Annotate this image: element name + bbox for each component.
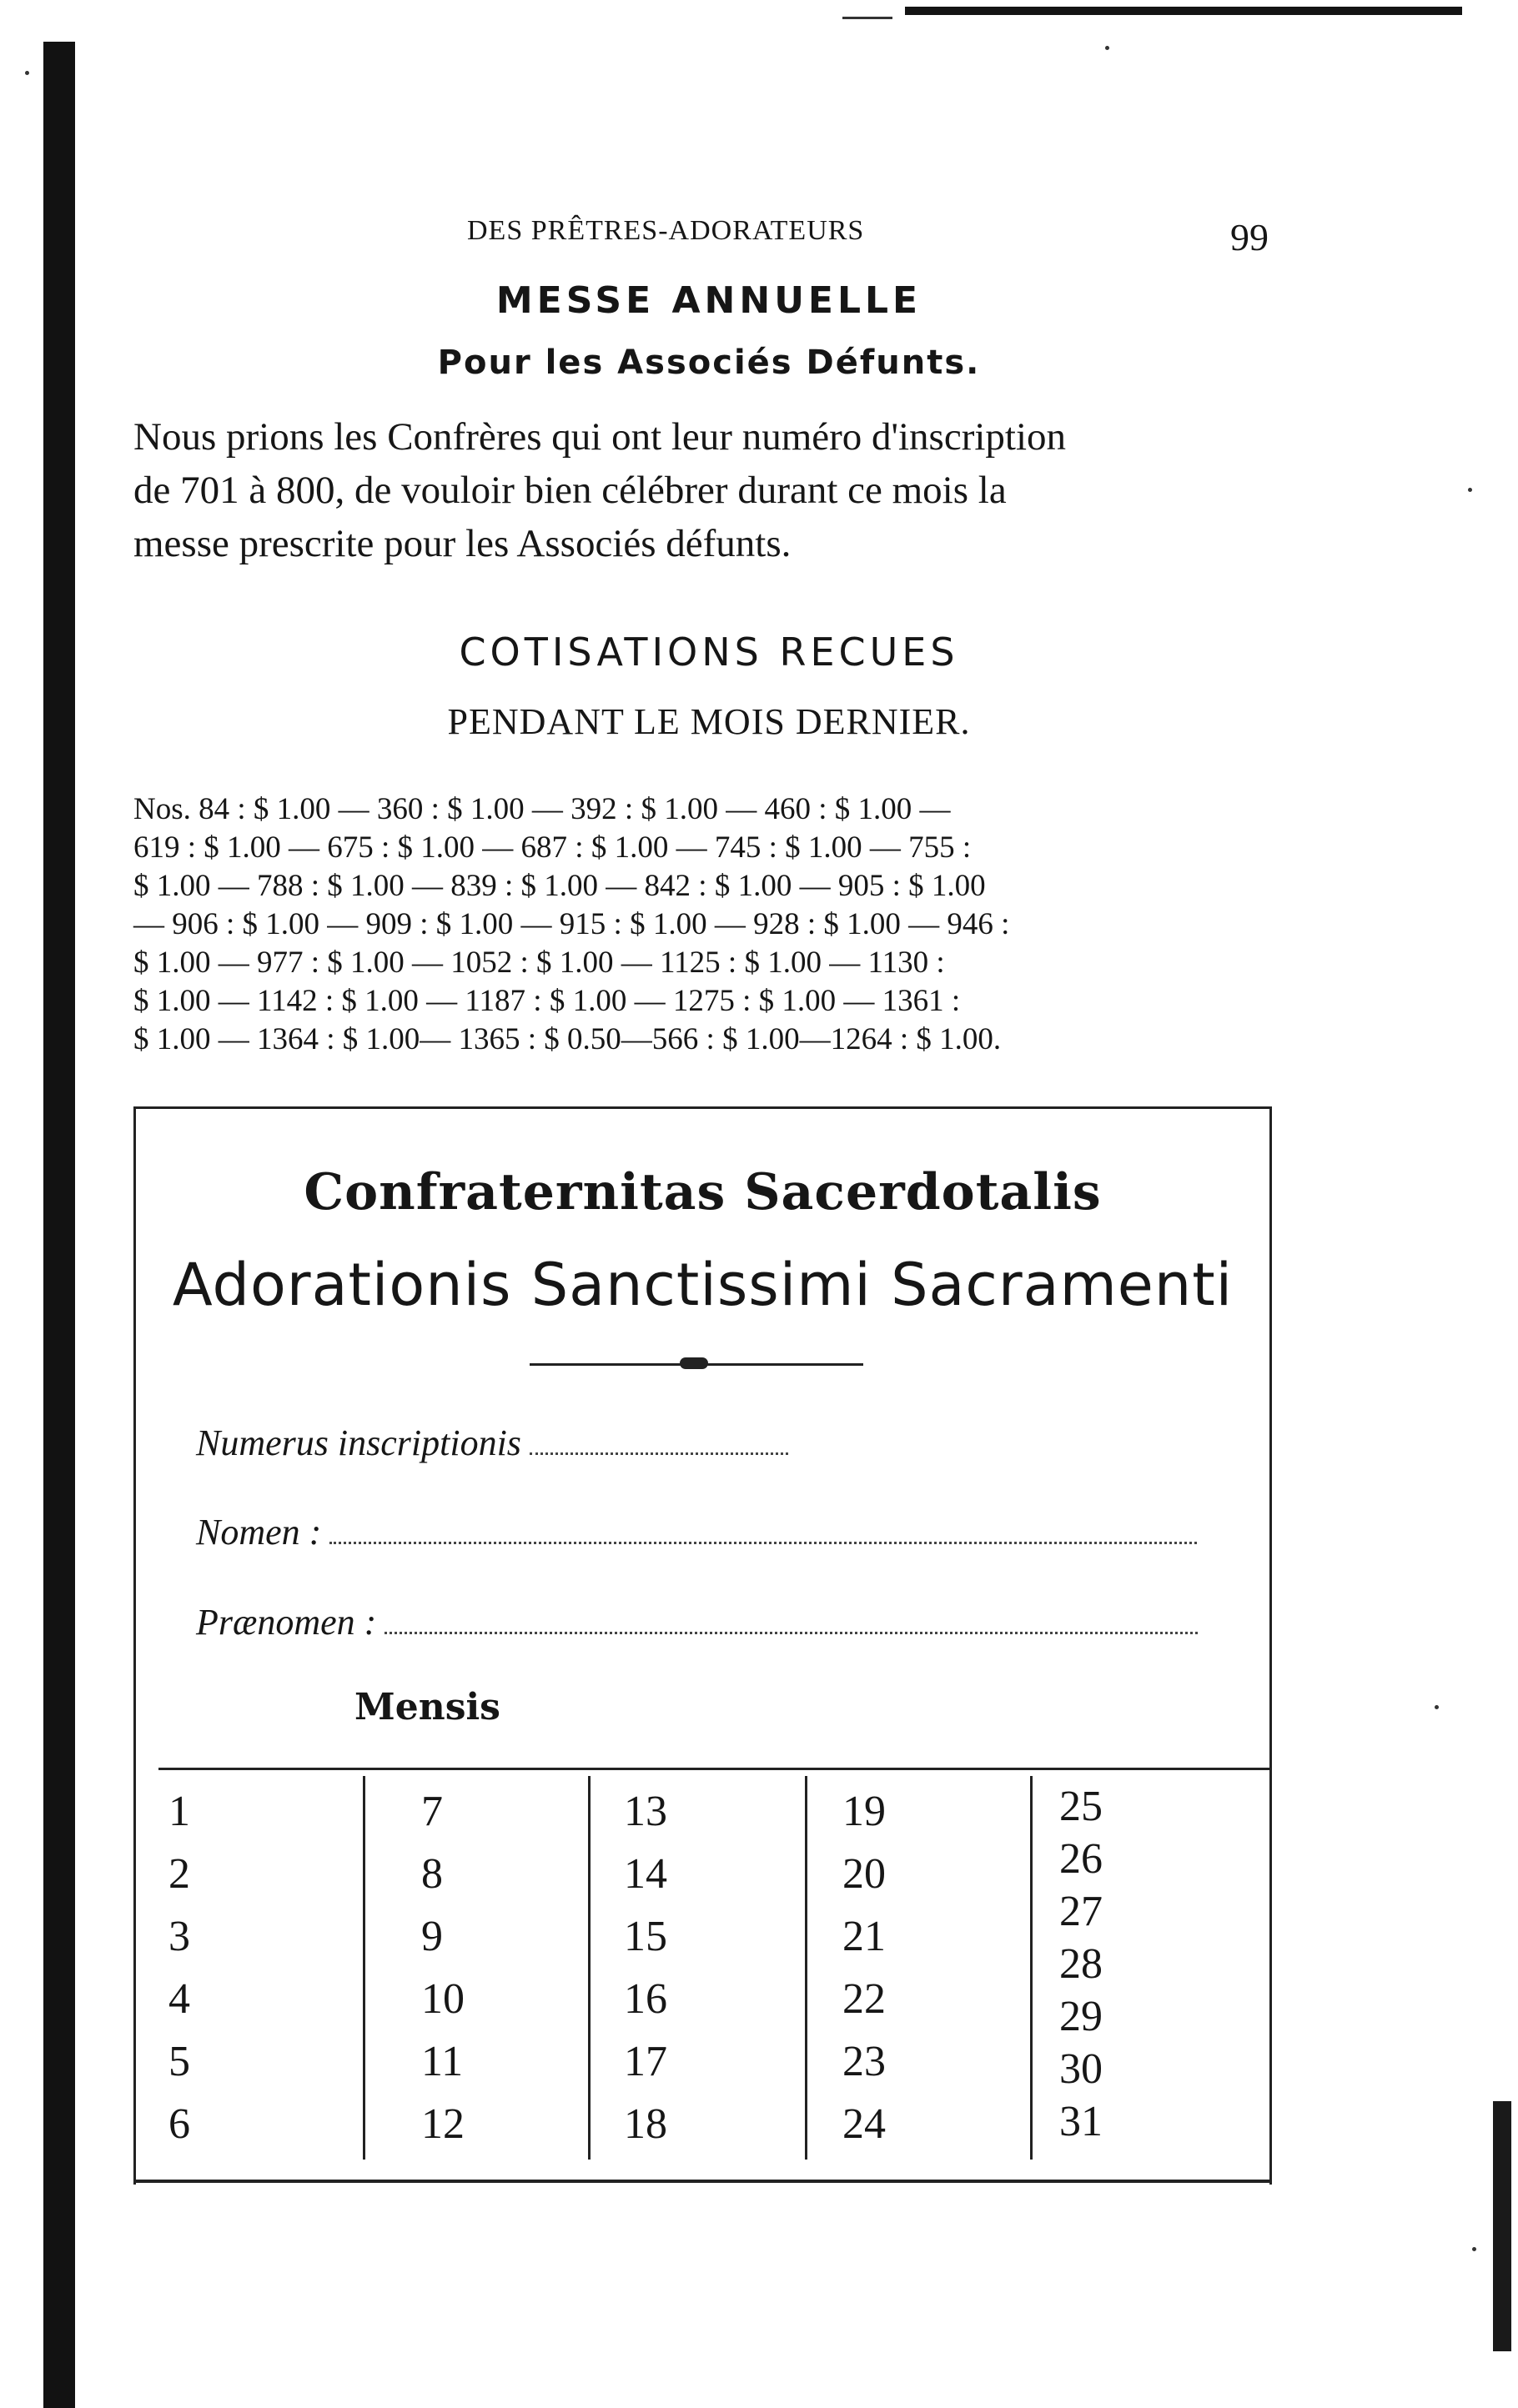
scan-edge-top: [905, 7, 1462, 15]
scan-speck: [1105, 46, 1109, 50]
nomen-label: Nomen :: [196, 1512, 322, 1553]
day-cell: 7: [421, 1788, 443, 1835]
day-cell: 3: [168, 1913, 190, 1960]
cotisations-subtitle: PENDANT LE MOIS DERNIER.: [447, 701, 971, 742]
day-cell: 29: [1059, 1993, 1103, 2040]
column-divider: [805, 1776, 807, 2160]
day-cell: 1: [168, 1788, 190, 1835]
scan-speck: [1435, 1705, 1439, 1709]
card-border-bottom: [133, 2180, 1272, 2183]
day-cell: 5: [168, 2038, 190, 2085]
day-cell: 13: [624, 1788, 667, 1835]
day-cell: 8: [421, 1850, 443, 1898]
cotisations-line: $ 1.00 — 1364 : $ 1.00— 1365 : $ 0.50—566 : $ 1.00—1264 : $ 1.00.: [133, 1022, 1002, 1056]
scan-edge-top-short: [842, 17, 892, 19]
days-column: [842, 1780, 886, 2155]
day-cell: 11: [421, 2038, 464, 2085]
days-column: [624, 1780, 667, 2155]
day-cell: 19: [842, 1788, 886, 1835]
scan-speck: [1472, 2247, 1476, 2251]
days-column: [168, 1780, 190, 2155]
day-cell: 6: [168, 2100, 190, 2148]
day-cell: 22: [842, 1975, 886, 2023]
column-divider: [588, 1776, 591, 2160]
scan-edge-right: [1493, 2101, 1511, 2351]
paragraph-line: messe prescrite pour les Associés défunts.: [133, 522, 792, 565]
scan-speck: [1468, 488, 1472, 492]
days-table-rule: [158, 1768, 1272, 1770]
messe-paragraph: [133, 410, 1280, 570]
day-cell: 24: [842, 2100, 886, 2148]
cotisations-line: $ 1.00 — 788 : $ 1.00 — 839 : $ 1.00 — 842 : $ 1.00 — 905 : $ 1.00: [133, 869, 986, 903]
day-cell: 16: [624, 1975, 667, 2023]
day-cell: 23: [842, 2038, 886, 2085]
page-number: 99: [1230, 216, 1269, 258]
paragraph-line: de 701 à 800, de vouloir bien célébrer durant ce mois la: [133, 469, 1007, 512]
cotisations-title: COTISATIONS RECUES: [459, 630, 959, 675]
day-cell: 26: [1059, 1835, 1103, 1883]
nomen-field: [196, 1511, 1197, 1553]
paragraph-line: Nous prions les Confrères qui ont leur numéro d'inscription: [133, 415, 1067, 459]
messe-subtitle: Pour les Associés Défunts.: [437, 344, 981, 382]
numerus-label: Numerus inscriptionis: [196, 1422, 521, 1463]
day-cell: 9: [421, 1913, 443, 1960]
cotisations-line: $ 1.00 — 977 : $ 1.00 — 1052 : $ 1.00 — 1125 : $ 1.00 — 1130 :: [133, 946, 945, 980]
day-cell: 28: [1059, 1940, 1103, 1988]
mensis-heading: Mensis: [354, 1686, 500, 1728]
day-cell: 27: [1059, 1888, 1103, 1935]
day-cell: 17: [624, 2038, 667, 2085]
praenomen-field: [196, 1601, 1198, 1643]
nomen-blank: [329, 1533, 1197, 1544]
day-cell: 14: [624, 1850, 667, 1898]
praenomen-blank: [385, 1623, 1198, 1634]
day-cell: 2: [168, 1850, 190, 1898]
card-border-top: [133, 1106, 1272, 1109]
running-head: DES PRÊTRES-ADORATEURS: [467, 215, 865, 246]
cotisations-list: [133, 790, 1280, 1059]
column-divider: [363, 1776, 365, 2160]
cotisations-line: $ 1.00 — 1142 : $ 1.00 — 1187 : $ 1.00 — 1275 : $ 1.00 — 1361 :: [133, 984, 961, 1018]
column-divider: [1030, 1776, 1033, 2160]
scan-edge-left: [43, 42, 75, 2408]
numerus-field: [196, 1422, 788, 1464]
days-column: [421, 1780, 465, 2155]
numerus-blank: [530, 1444, 788, 1455]
day-cell: 12: [421, 2100, 465, 2148]
card-title: Confraternitas Sacerdotalis: [304, 1163, 1102, 1222]
praenomen-label: Prænomen :: [196, 1602, 377, 1643]
days-column: [1059, 1780, 1103, 2148]
cotisations-line: 619 : $ 1.00 — 675 : $ 1.00 — 687 : $ 1.00 — 745 : $ 1.00 — 755 :: [133, 830, 972, 865]
day-cell: 4: [168, 1975, 190, 2023]
day-cell: 20: [842, 1850, 886, 1898]
day-cell: 30: [1059, 2045, 1103, 2093]
cotisations-line: Nos. 84 : $ 1.00 — 360 : $ 1.00 — 392 : $ 1.00 — 460 : $ 1.00 —: [133, 792, 951, 826]
day-cell: 21: [842, 1913, 886, 1960]
cotisations-line: — 906 : $ 1.00 — 909 : $ 1.00 — 915 : $ 1.00 — 928 : $ 1.00 — 946 :: [133, 907, 1010, 941]
day-cell: 31: [1059, 2098, 1103, 2145]
day-cell: 25: [1059, 1783, 1103, 1830]
day-cell: 15: [624, 1913, 667, 1960]
card-subtitle: Adorationis Sanctissimi Sacramenti: [172, 1251, 1234, 1319]
day-cell: 18: [624, 2100, 667, 2148]
day-cell: 10: [421, 1975, 465, 2023]
messe-title: MESSE ANNUELLE: [495, 279, 922, 322]
ornament-center: [680, 1357, 708, 1369]
scan-speck: [25, 71, 29, 75]
